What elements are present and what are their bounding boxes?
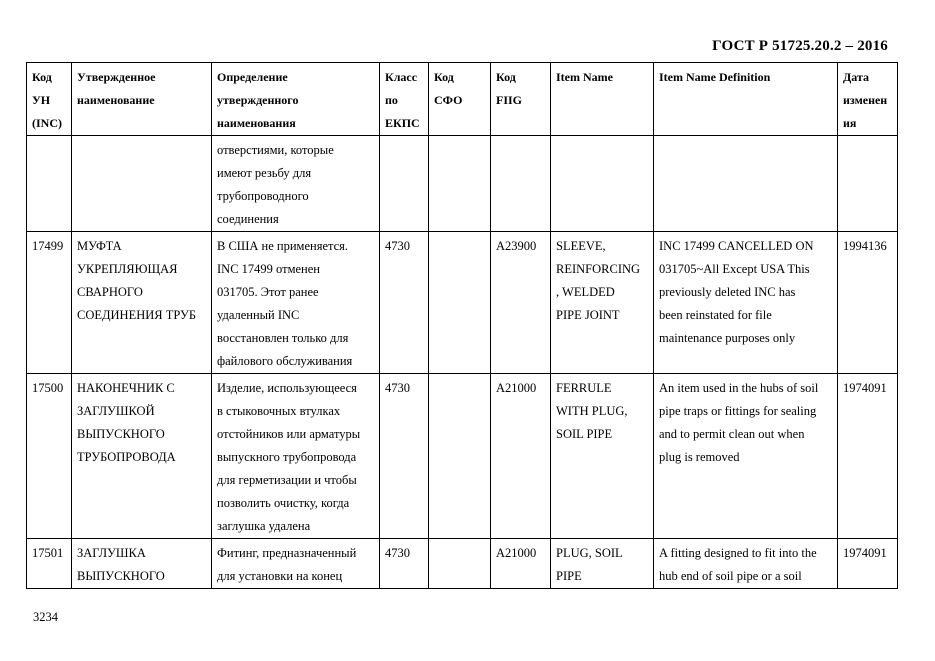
cell-sfo — [429, 539, 491, 589]
cell-sfo — [429, 374, 491, 539]
cell-item-definition: An item used in the hubs of soil pipe traps or fittings for sealing and to permit clean out when plug is removed — [654, 374, 838, 539]
table-row — [27, 539, 898, 589]
cell-inc: 17501 — [27, 539, 72, 589]
col-header-class: Класс по ЕКПС — [380, 63, 429, 136]
col-header-approved-name: Утвержденное наименование — [72, 63, 212, 136]
cell-item-name — [551, 136, 654, 232]
cell-name: МУФТА УКРЕПЛЯЮЩАЯ СВАРНОГО СОЕДИНЕНИЯ ТРУБ — [72, 232, 212, 374]
col-header-fiig: Код FIIG — [491, 63, 551, 136]
cell-item-name: PLUG, SOIL PIPE — [551, 539, 654, 589]
cell-definition: В США не применяется. INC 17499 отменен 031705. Этот ранее удаленный INC восстановлен только для файлового обслуживания — [212, 232, 380, 374]
document-title: ГОСТ Р 51725.20.2 – 2016 — [712, 38, 888, 54]
cell-name: ЗАГЛУШКА ВЫПУСКНОГО — [72, 539, 212, 589]
cell-definition: Изделие, использующееся в стыковочных втулках отстойников или арматуры выпускного трубопровода для герметизации и чтобы позволить очистку, когда заглушка удалена — [212, 374, 380, 539]
cell-item-definition: A fitting designed to fit into the hub end of soil pipe or a soil — [654, 539, 838, 589]
cell-date: 1994136 — [838, 232, 898, 374]
cell-fiig: A21000 — [491, 374, 551, 539]
col-header-item-definition: Item Name Definition — [654, 63, 838, 136]
table-row — [27, 374, 898, 539]
col-header-item-name: Item Name — [551, 63, 654, 136]
cell-sfo — [429, 232, 491, 374]
table-row — [27, 232, 898, 374]
cell-class: 4730 — [380, 232, 429, 374]
col-header-sfo: Код СФО — [429, 63, 491, 136]
cell-date — [838, 136, 898, 232]
cell-class: 4730 — [380, 539, 429, 589]
cell-fiig — [491, 136, 551, 232]
cell-fiig: A21000 — [491, 539, 551, 589]
cell-date: 1974091 — [838, 539, 898, 589]
cell-item-definition — [654, 136, 838, 232]
cell-item-name: FERRULE WITH PLUG, SOIL PIPE — [551, 374, 654, 539]
cell-inc: 17499 — [27, 232, 72, 374]
cell-item-name: SLEEVE, REINFORCING , WELDED PIPE JOINT — [551, 232, 654, 374]
cell-inc — [27, 136, 72, 232]
cell-name: НАКОНЕЧНИК С ЗАГЛУШКОЙ ВЫПУСКНОГО ТРУБОПРОВОДА — [72, 374, 212, 539]
col-header-definition: Определение утвержденного наименования — [212, 63, 380, 136]
cell-fiig: A23900 — [491, 232, 551, 374]
cell-definition: отверстиями, которые имеют резьбу для трубопроводного соединения — [212, 136, 380, 232]
cell-definition: Фитинг, предназначенный для установки на конец — [212, 539, 380, 589]
cell-name — [72, 136, 212, 232]
cell-sfo — [429, 136, 491, 232]
cell-date: 1974091 — [838, 374, 898, 539]
catalog-table — [26, 62, 898, 589]
header-row — [27, 63, 898, 136]
cell-item-definition: INC 17499 CANCELLED ON 031705~All Except USA This previously deleted INC has been reinstated for file maintenance purposes only — [654, 232, 838, 374]
cell-class — [380, 136, 429, 232]
col-header-inc: Код УН (INC) — [27, 63, 72, 136]
table-row — [27, 136, 898, 232]
page-number: 3234 — [33, 610, 58, 624]
cell-inc: 17500 — [27, 374, 72, 539]
col-header-date: Дата изменен ия — [838, 63, 898, 136]
cell-class: 4730 — [380, 374, 429, 539]
